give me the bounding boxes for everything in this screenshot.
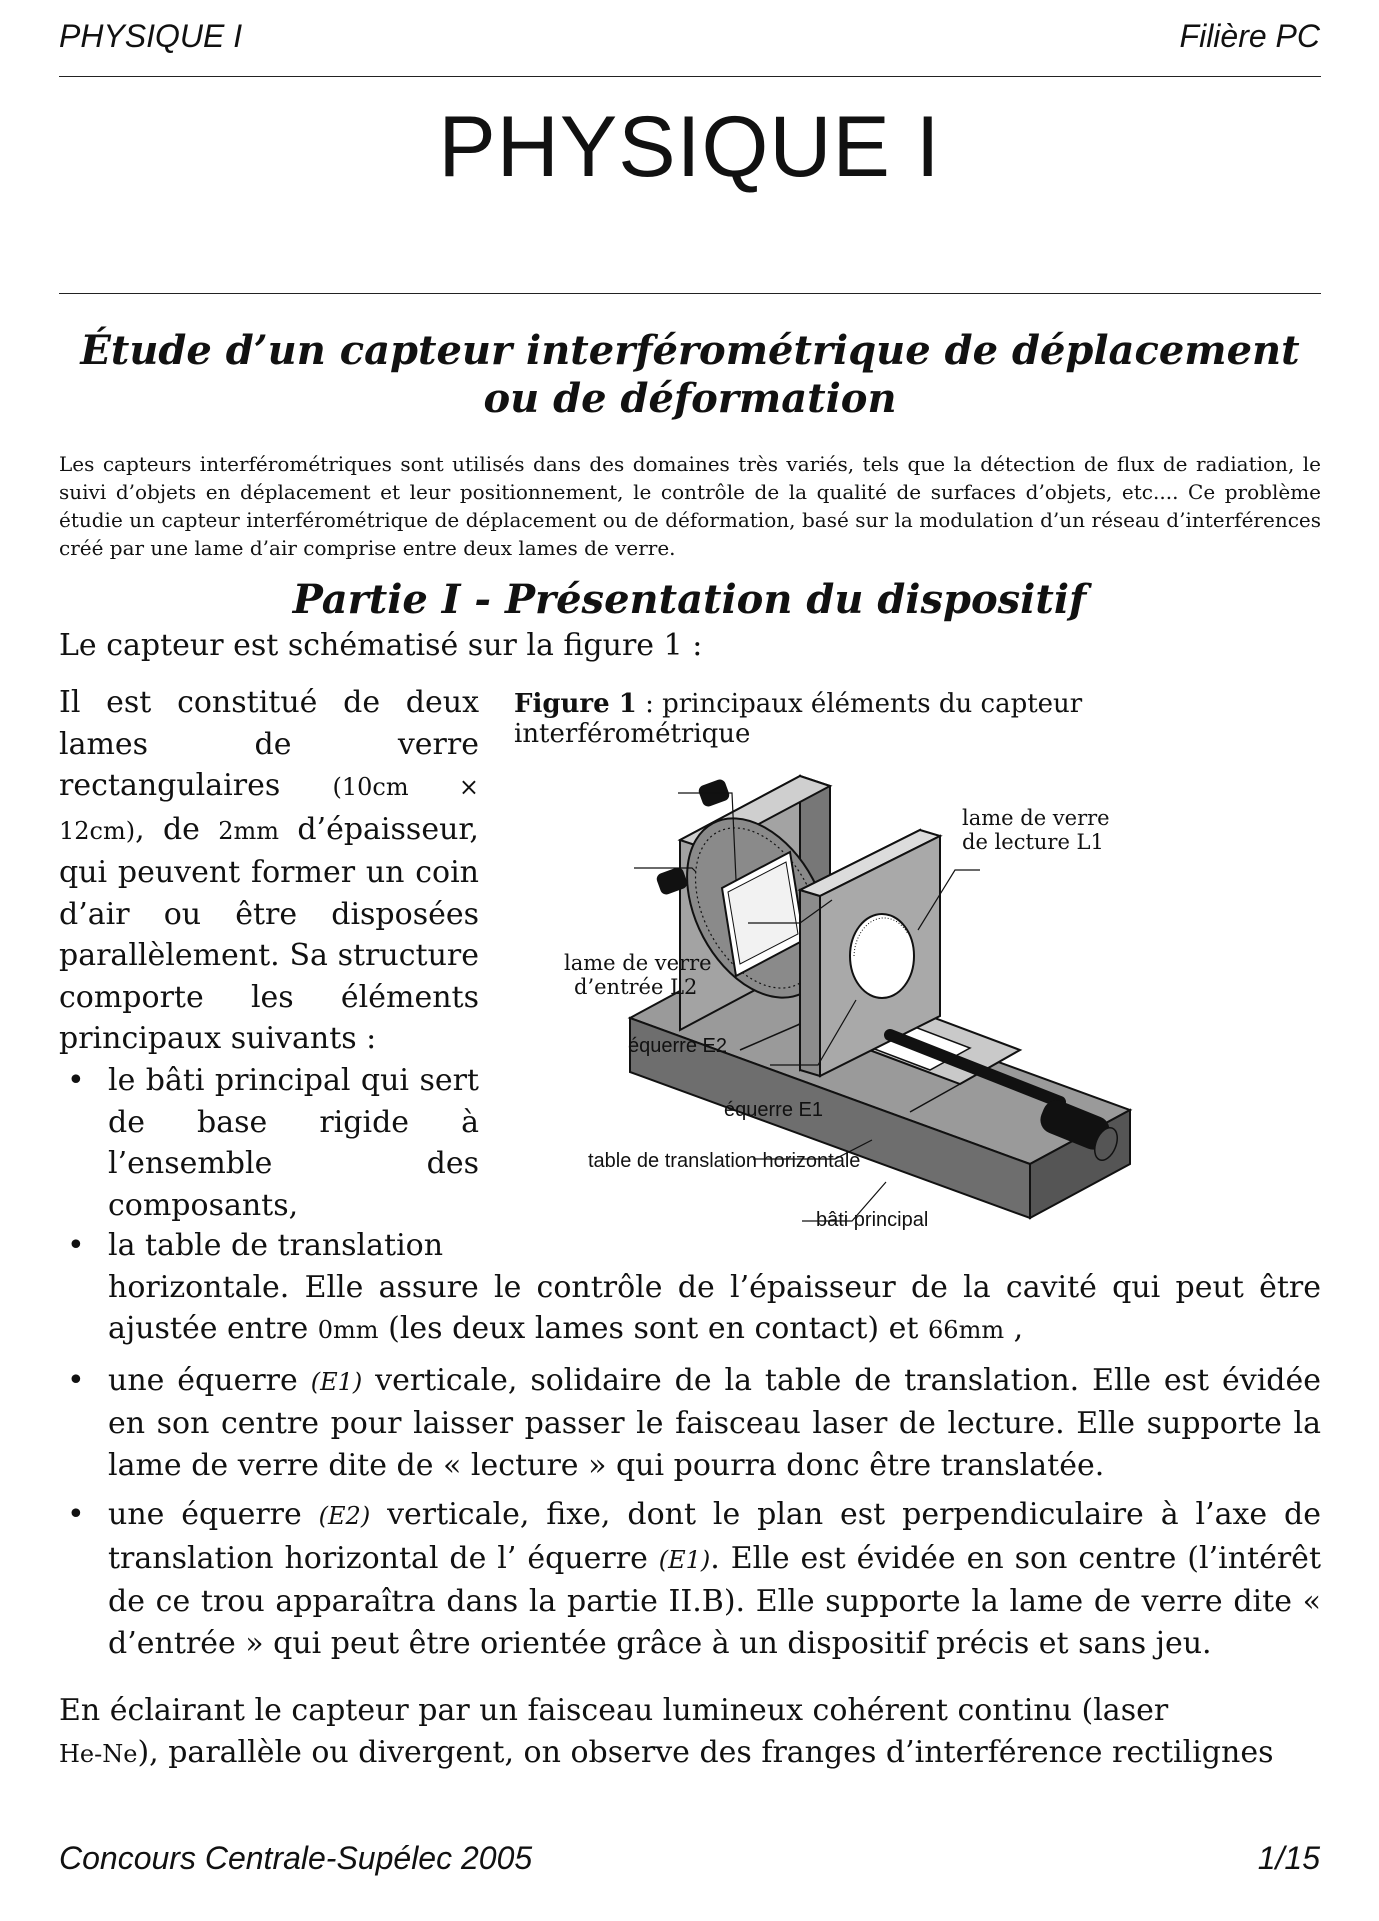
- bullet-4-text-c: . Elle est évidée en son centre (l’intérêt de ce trou apparaîtra dans la partie II.B). Elle supporte la lame de verre dite « d’entrée » qui peut être orientée grâce à un dispositif précis et sans jeu.: [108, 1540, 1321, 1661]
- bullet-dot: •: [67, 1063, 85, 1098]
- min-thickness: 0mm: [317, 1316, 379, 1344]
- footer-right: 1/15: [1257, 1840, 1320, 1876]
- laser-type: He-Ne: [59, 1739, 138, 1768]
- bullet-dot: •: [67, 1228, 85, 1263]
- dims-value: (10cm × 12cm): [59, 773, 479, 845]
- label-equerre-e1: équerre E1: [724, 1099, 823, 1121]
- bullet-4-text-a: une équerre: [108, 1497, 302, 1532]
- bullet-dot: •: [67, 1497, 85, 1532]
- figure-caption-text: : principaux éléments du capteur interférométrique: [514, 689, 1083, 749]
- e1-symbol-2: (E1): [658, 1545, 711, 1574]
- list-item: [59, 1360, 1321, 1487]
- bullet-2-text-b: (les deux lames sont en contact) et: [388, 1311, 919, 1346]
- sensor-figure: [500, 720, 1330, 1240]
- header-rule: [59, 76, 1321, 77]
- left-text-2: , de: [135, 811, 200, 847]
- left-column-paragraph: [59, 682, 479, 1060]
- bullet-2-start: la table de translation: [108, 1228, 444, 1263]
- label-equerre-e2: équerre E2: [628, 1035, 727, 1057]
- label-lame-entree-2: d’entrée L2: [574, 975, 698, 999]
- left-text-3: d’épaisseur, qui peuvent former un coin d’air ou être disposées parallèlement. Sa structure comporte les éléments principaux suivants :: [59, 811, 479, 1056]
- problem-title: Étude d’un capteur interférométrique de déplacement ou de déformation: [80, 327, 1300, 422]
- bullet-list-bottom: [59, 1225, 1321, 1664]
- list-item: [59, 1225, 1321, 1352]
- bullet-4-text-b: verticale, fixe, dont le plan est perpendiculaire à l’axe de translation horizontal de l’ équerre: [108, 1497, 1322, 1576]
- thickness-value: 2mm: [218, 816, 280, 845]
- list-item: [59, 1494, 1321, 1664]
- header-right: Filière PC: [1179, 18, 1320, 54]
- label-lame-lecture-2: de lecture L1: [962, 830, 1104, 854]
- intro-paragraph: Les capteurs interférométriques sont utilisés dans des domaines très variés, tels que la détection de flux de radiation, le suivi d’objets en déplacement et leur positionnement, le contrôle de la qualité de surfaces d’objets, etc.... Ce problème étudie un capteur interférométrique de déplacement ou de déformation, basé sur la modulation d’un réseau d’interférences créé par une lame d’air comprise entre deux lames de verre.: [59, 452, 1321, 560]
- label-bati: bâti principal: [816, 1209, 929, 1231]
- final-paragraph: [59, 1690, 1321, 1775]
- footer-left: Concours Centrale-Supélec 2005: [59, 1840, 533, 1876]
- label-lame-entree-1: lame de verre: [564, 951, 712, 975]
- page-title: PHYSIQUE I: [438, 99, 941, 195]
- bullet-3-text-a: une équerre: [108, 1362, 298, 1398]
- final-text-b: ), parallèle ou divergent, on observe des franges d’interférence rectilignes: [137, 1734, 1274, 1770]
- bullet-3-text-b: verticale, solidaire de la table de translation. Elle est évidée en son centre pour laisser passer le faisceau laser de lecture. Elle supporte la lame de verre dite de « lecture » qui pourra donc être translatée.: [108, 1362, 1322, 1483]
- label-table: table de translation horizontale: [588, 1150, 861, 1172]
- label-lame-lecture-1: lame de verre: [962, 806, 1110, 830]
- figure-caption-label: Figure 1: [514, 689, 637, 719]
- e1-symbol: (E1): [310, 1367, 363, 1396]
- bullet-2-text-a: horizontale. Elle assure le contrôle de l’épaisseur de la cavité qui peut être ajustée entre: [108, 1269, 1321, 1346]
- max-thickness: 66mm: [928, 1316, 1005, 1344]
- header-left: PHYSIQUE I: [59, 18, 243, 54]
- bullet-2-end: ,: [1013, 1311, 1024, 1346]
- bullet-1-text: le bâti principal qui sert de base rigide à l’ensemble des composants,: [108, 1063, 479, 1223]
- bullet-dot: •: [67, 1362, 85, 1398]
- lead-sentence: Le capteur est schématisé sur la figure 1 :: [59, 628, 703, 663]
- title-rule: [59, 293, 1321, 294]
- e2-symbol: (E2): [318, 1502, 371, 1530]
- bullet-list-top: [59, 1060, 479, 1226]
- list-item: [59, 1060, 479, 1226]
- left-text-1: Il est constitué de deux lames de verre rectangulaires: [59, 685, 479, 803]
- final-text-a: En éclairant le capteur par un faisceau lumineux cohérent continu (laser: [59, 1693, 1169, 1728]
- part-title: Partie I - Présentation du dispositif: [292, 576, 1087, 623]
